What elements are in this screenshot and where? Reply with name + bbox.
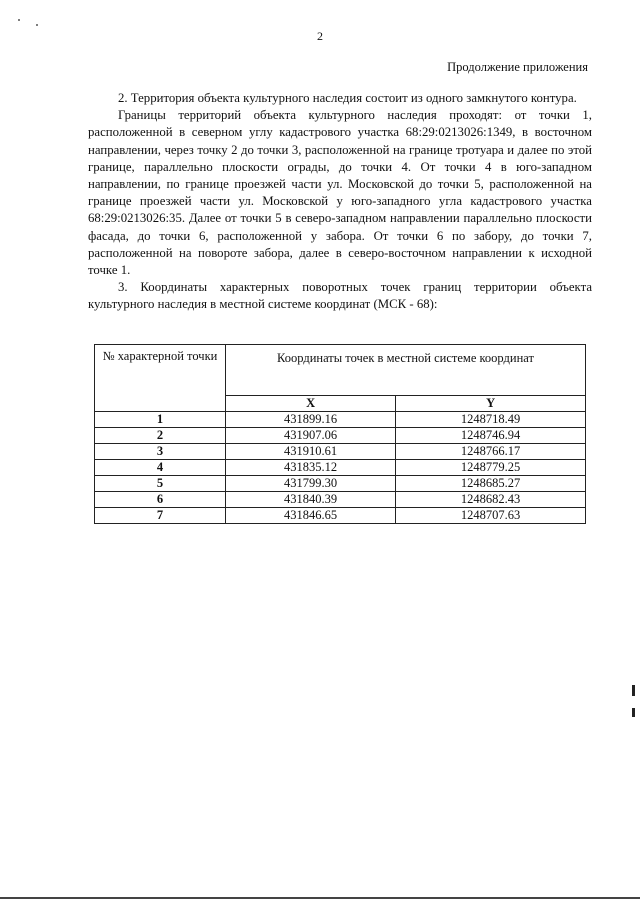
- coord-x: 431835.12: [226, 460, 396, 476]
- point-number: 1: [95, 412, 226, 428]
- point-number: 3: [95, 444, 226, 460]
- table-row: [95, 444, 586, 460]
- paragraph-boundaries: Границы территорий объекта культурного наследия проходят: от точки 1, расположенной в северном углу кадастрового участка 68:29:0213026:1349, в восточном направлении, через точку 2 до точки 3, расположенной на границе тротуара и далее по этой границе, параллельно плоскости ограды, до точки 4. От точки 4 в юго-западном направлении, по границе проезжей части ул. Московской до точки 5, расположенной на границе проезжей части ул. Московской у юго-западного угла кадастрового участка 68:29:0213026:35. Далее от точки 5 в северо-западном направлении параллельно плоскости фасада, до точки 6, расположенной у забора. От точки 6 по забору, до точки 7, расположенной на повороте забора, далее в северо-восточном направлении к исходной точке 1.: [88, 108, 592, 278]
- page-number: 2: [317, 29, 323, 43]
- scan-edge-mark: [632, 685, 635, 696]
- scan-edge-mark: [632, 708, 635, 717]
- coord-x: 431907.06: [226, 428, 396, 444]
- paragraph-coordinates-intro: 3. Координаты характерных поворотных точек границ территории объекта культурного наследия в местной системе координат (МСК - 68):: [88, 280, 592, 312]
- scan-speck: [36, 24, 38, 26]
- table-row: [95, 412, 586, 428]
- coord-y: 1248685.27: [396, 476, 586, 492]
- coord-y: 1248779.25: [396, 460, 586, 476]
- coordinates-table: [94, 344, 586, 524]
- header-y: Y: [396, 396, 586, 412]
- coord-y: 1248707.63: [396, 508, 586, 524]
- table-row: [95, 428, 586, 444]
- scan-speck: [18, 19, 20, 21]
- coord-x: 431899.16: [226, 412, 396, 428]
- header-coordinates: Координаты точек в местной системе координат: [226, 345, 586, 396]
- paragraph-territory: 2. Территория объекта культурного наследия состоит из одного замкнутого контура.: [118, 91, 577, 105]
- table-row: [95, 476, 586, 492]
- coord-x: 431846.65: [226, 508, 396, 524]
- point-number: 4: [95, 460, 226, 476]
- coord-x: 431910.61: [226, 444, 396, 460]
- point-number: 2: [95, 428, 226, 444]
- document-body: [88, 90, 592, 314]
- scan-bottom-edge: [0, 897, 640, 899]
- point-number: 6: [95, 492, 226, 508]
- coord-y: 1248682.43: [396, 492, 586, 508]
- table-header-row: [95, 345, 586, 396]
- table-row: [95, 460, 586, 476]
- table-row: [95, 492, 586, 508]
- coord-y: 1248746.94: [396, 428, 586, 444]
- continuation-label: Продолжение приложения: [447, 60, 588, 74]
- coord-y: 1248766.17: [396, 444, 586, 460]
- header-x: X: [226, 396, 396, 412]
- point-number: 5: [95, 476, 226, 492]
- coord-x: 431799.30: [226, 476, 396, 492]
- header-point-number: № характерной точки: [95, 345, 226, 412]
- point-number: 7: [95, 508, 226, 524]
- coord-x: 431840.39: [226, 492, 396, 508]
- table-row: [95, 508, 586, 524]
- coord-y: 1248718.49: [396, 412, 586, 428]
